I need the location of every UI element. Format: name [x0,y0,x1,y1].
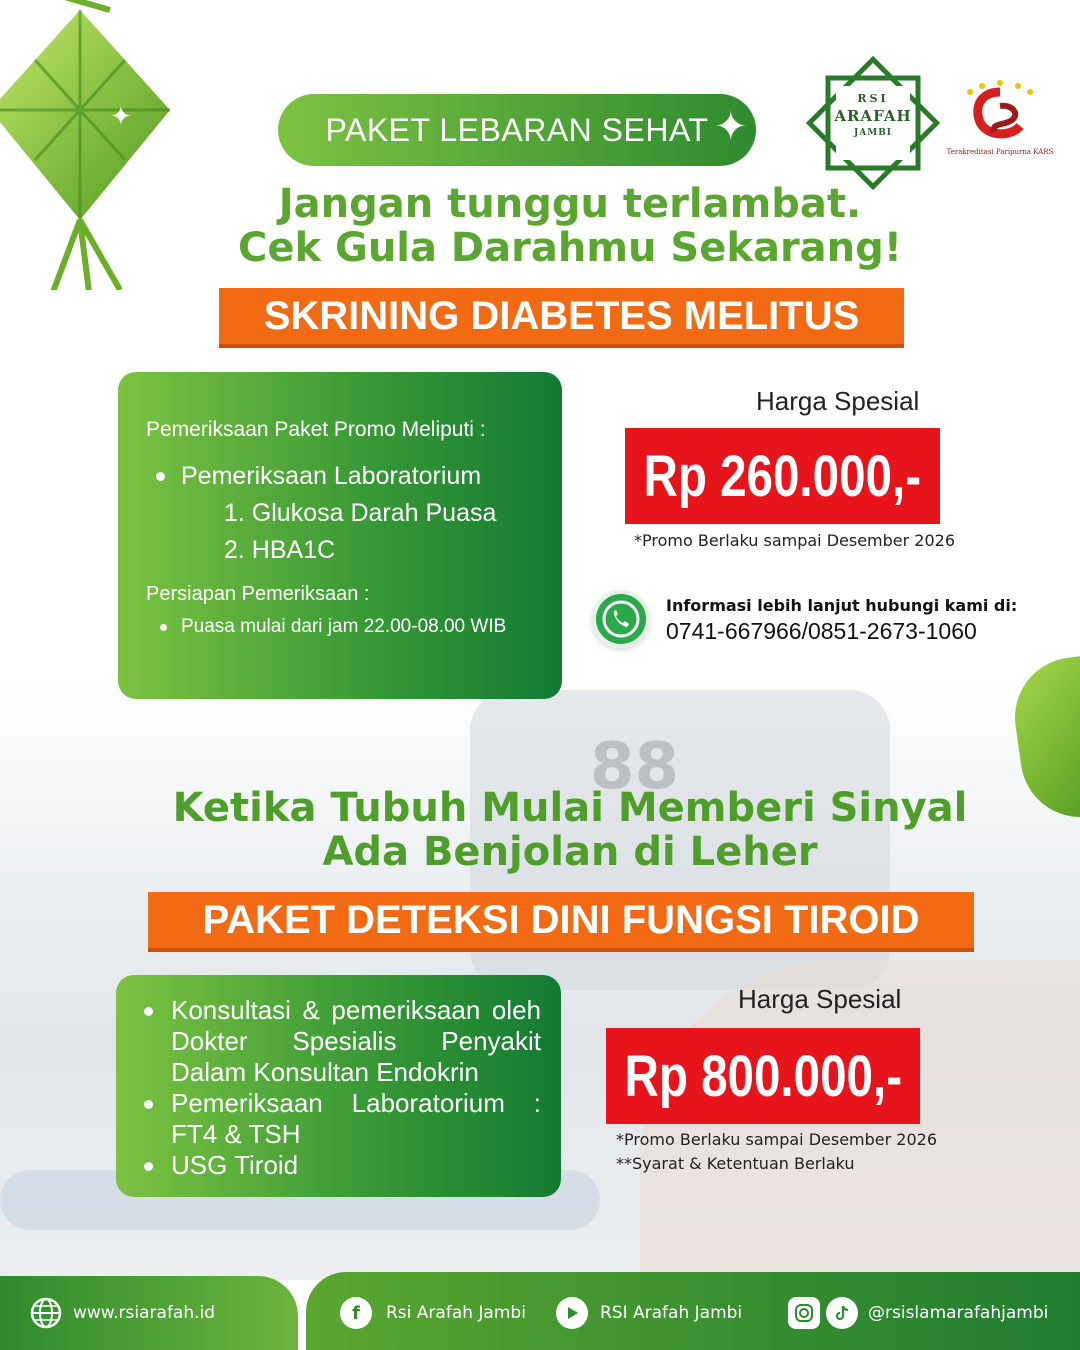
list-item [156,462,534,491]
rsi-logo-text [806,92,940,138]
footer-facebook[interactable]: Rsi Arafah Jambi [386,1303,526,1323]
price-1: Rp 260.000,- [643,443,922,509]
pill-label: PAKET LEBARAN SEHAT [325,111,709,148]
thyroid-headline-line2: Ada Benjolan di Leher [322,829,818,875]
thyroid-package-card [116,975,561,1197]
bullet-icon [160,624,167,631]
list-item [160,616,534,638]
list-item [144,995,541,1088]
thyroid-banner [148,892,974,952]
rsi-logo-line1: RSI [857,92,889,105]
diabetes-banner [219,288,904,348]
kars-logo [960,78,1040,144]
thyroid-item-3: USG Tiroid [171,1150,299,1180]
rsi-logo-line2: ARAFAH [834,107,912,125]
meter-screen-image: 88 [590,730,680,804]
contact-title: Informasi lebih lanjut hubungi kami di: [666,596,1018,615]
price-label-1: Harga Spesial [756,386,920,416]
price-box-2 [606,1028,920,1124]
contact-phone[interactable]: 0741-667966/0851-2673-1060 [666,618,977,644]
youtube-icon[interactable] [556,1297,588,1329]
diabetes-headline-line1: Jangan tunggu terlambat. [278,181,862,227]
facebook-icon[interactable]: f [340,1297,372,1329]
bullet-icon [144,1100,153,1109]
diabetes-banner-text: SKRINING DIABETES MELITUS [263,293,860,338]
terms-note: **Syarat & Ketentuan Berlaku [616,1154,855,1173]
price-label-2: Harga Spesial [738,984,902,1014]
price-box-1 [625,428,940,524]
list-item [144,1150,541,1181]
footer-instagram-tiktok[interactable]: @rsislamarafahjambi [868,1303,1049,1323]
bullet-icon [144,1162,153,1171]
prep-item: Puasa mulai dari jam 22.00-08.00 WIB [181,616,507,637]
diabetes-headline-line2: Cek Gula Darahmu Sekarang! [237,225,903,271]
rsi-logo-line3: JAMBI [853,128,893,138]
promo-note-2: *Promo Berlaku sampai Desember 2026 [616,1130,938,1149]
bullet-icon [156,472,165,481]
instagram-icon[interactable] [788,1297,820,1329]
footer-youtube[interactable]: RSI Arafah Jambi [600,1303,743,1323]
thyroid-banner-text: PAKET DETEKSI DINI FUNGSI TIROID [202,897,920,942]
svg-text:✦: ✦ [110,102,132,132]
package-pill [278,94,756,166]
list-item [144,1088,541,1150]
thyroid-item-1: Konsultasi & pemeriksaan oleh Dokter Spesialis Penyakit Dalam Konsultan Endokrin [171,995,541,1087]
thyroid-headline-line1: Ketika Tubuh Mulai Memberi Sinyal [172,785,968,831]
thyroid-item-2: Pemeriksaan Laboratorium : FT4 & TSH [171,1088,541,1149]
bullet-text: Pemeriksaan Laboratorium [181,462,482,490]
price-2: Rp 800.000,- [624,1043,902,1109]
thyroid-headline [140,786,1000,874]
kars-caption: Terakreditasi Paripurna KARS [946,148,1054,156]
footer-website[interactable]: www.rsiarafah.id [73,1303,216,1323]
globe-icon [30,1297,62,1329]
lab-item-2: 2. HBA1C [224,536,336,564]
promo-note-1: *Promo Berlaku sampai Desember 2026 [634,531,956,550]
tiktok-icon[interactable] [826,1297,858,1329]
lab-item-1: 1. Glukosa Darah Puasa [224,499,497,527]
diabetes-headline [140,182,1000,270]
prep-title: Persiapan Pemeriksaan : [146,583,370,605]
card-intro: Pemeriksaan Paket Promo Meliputi : [146,418,486,441]
sparkle-icon: ✦ [714,104,748,150]
bullet-icon [144,1007,153,1016]
whatsapp-icon[interactable] [592,590,650,648]
diabetes-package-card [118,372,562,699]
